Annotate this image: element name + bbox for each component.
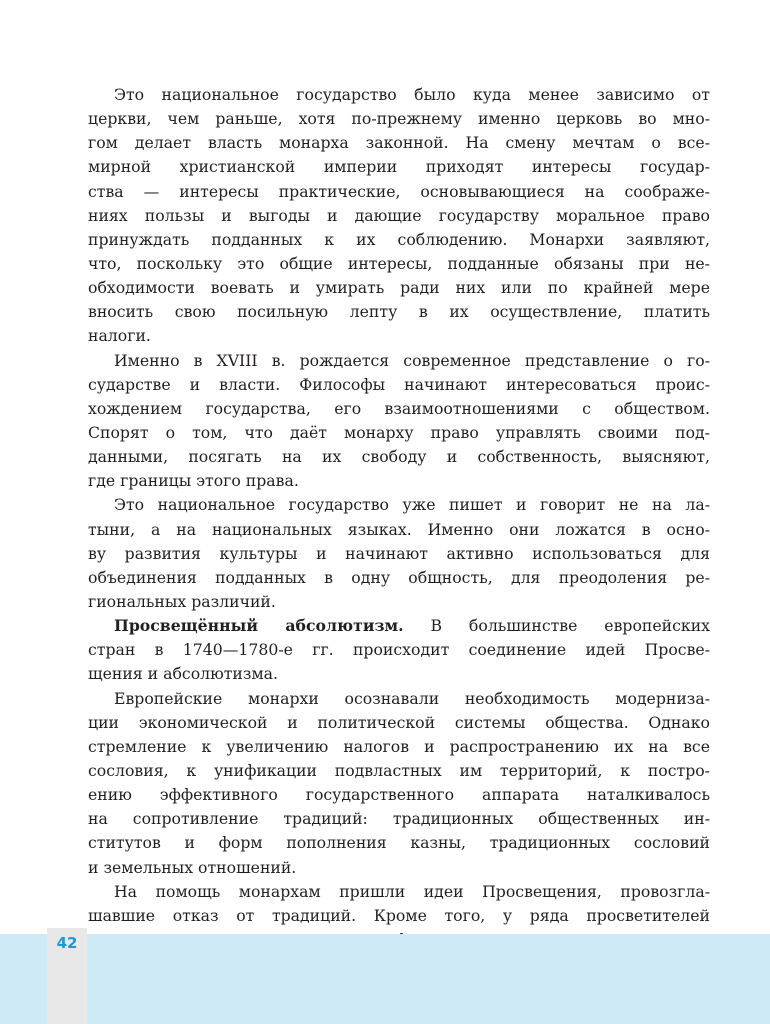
text-line: Это национальное государство уже пишет и говорит не на ла- (114, 495, 710, 515)
paragraph-2 (88, 349, 710, 494)
text-line: что, поскольку это общие интересы, подданные обязаны при не- (88, 253, 710, 273)
text-line: Европейские монархи осознавали необходимость модерниза- (114, 688, 710, 708)
text-line: Это национальное государство было куда менее зависимо от (114, 85, 710, 104)
text-line: объединения подданных в одну общность, для преодоления ре- (88, 567, 710, 587)
paragraph-4 (88, 614, 710, 686)
text-line: ства — интересы практические, основывающиеся на соображе- (88, 181, 710, 201)
text-line: данными, посягать на их свободу и собственность, выясняют, (88, 447, 710, 467)
page-number: 42 (56, 934, 78, 952)
text-line: стремление к увеличению налогов и распространению их на все (88, 736, 710, 756)
text-line: тыни, а на национальных языках. Именно они ложатся в осно- (88, 519, 710, 539)
text-line: принуждать подданных к их соблюдению. Монархи заявляют, (88, 229, 710, 249)
text-line: гиональных различий. (88, 591, 276, 611)
paragraph-3 (88, 493, 710, 614)
page-body (88, 83, 710, 976)
section-heading: Просвещённый абсолютизм. (114, 616, 404, 636)
text-line: гом делает власть монарха законной. На смену мечтам о все- (88, 133, 710, 153)
text-line (88, 614, 710, 638)
text-line: ции экономической и политической системы общества. Однако (88, 712, 710, 732)
footer-band (0, 934, 770, 1024)
text-line: церкви, чем раньше, хотя по-прежнему именно церковь во мно- (88, 109, 710, 129)
text-line: шавшие отказ от традиций. Кроме того, у ряда просветителей (88, 905, 710, 925)
text-line: где границы этого права. (88, 471, 299, 491)
text-line: Именно в XVIII в. рождается современное представление о го- (114, 350, 710, 370)
text-line: хождением государства, его взаимоотношениями с обществом. (88, 398, 710, 418)
text-line: Спорят о том, что даёт монарху право управлять своими под- (88, 422, 710, 442)
text-line: обходимости воевать и умирать ради них или по крайней мере (88, 278, 710, 298)
text-line: сословия, к унификации подвластных им территорий, к постро- (88, 760, 710, 780)
heading-continuation: В большинстве европейских (403, 616, 710, 636)
text-line: вносить свою посильную лепту в их осуществление, платить (88, 302, 710, 322)
text-line: и земельных отношений. (88, 857, 297, 877)
text-line: ститутов и форм пополнения казны, традиционных сословий (88, 833, 710, 853)
text-line: стран в 1740—1780-е гг. происходит соединение идей Просве- (88, 640, 710, 660)
text-line: ниях пользы и выгоды и дающие государству моральное право (88, 205, 710, 225)
text-line: На помощь монархам пришли идеи Просвещения, провозгла- (114, 881, 710, 901)
text-line: мирной христианской империи приходят интересы государ- (88, 157, 710, 177)
text-line: сударстве и власти. Философы начинают интересоваться проис- (88, 374, 710, 394)
text-line: ению эффективного государственного аппарата наталкивалось (88, 785, 710, 805)
text-line: на сопротивление традиций: традиционных общественных ин- (88, 809, 710, 829)
text-line: щения и абсолютизма. (88, 664, 278, 684)
page-number-tab (47, 928, 87, 1024)
paragraph-1 (88, 83, 710, 349)
text-line: налоги. (88, 326, 151, 346)
paragraph-5 (88, 687, 710, 880)
text-line: ву развития культуры и начинают активно использоваться для (88, 543, 710, 563)
